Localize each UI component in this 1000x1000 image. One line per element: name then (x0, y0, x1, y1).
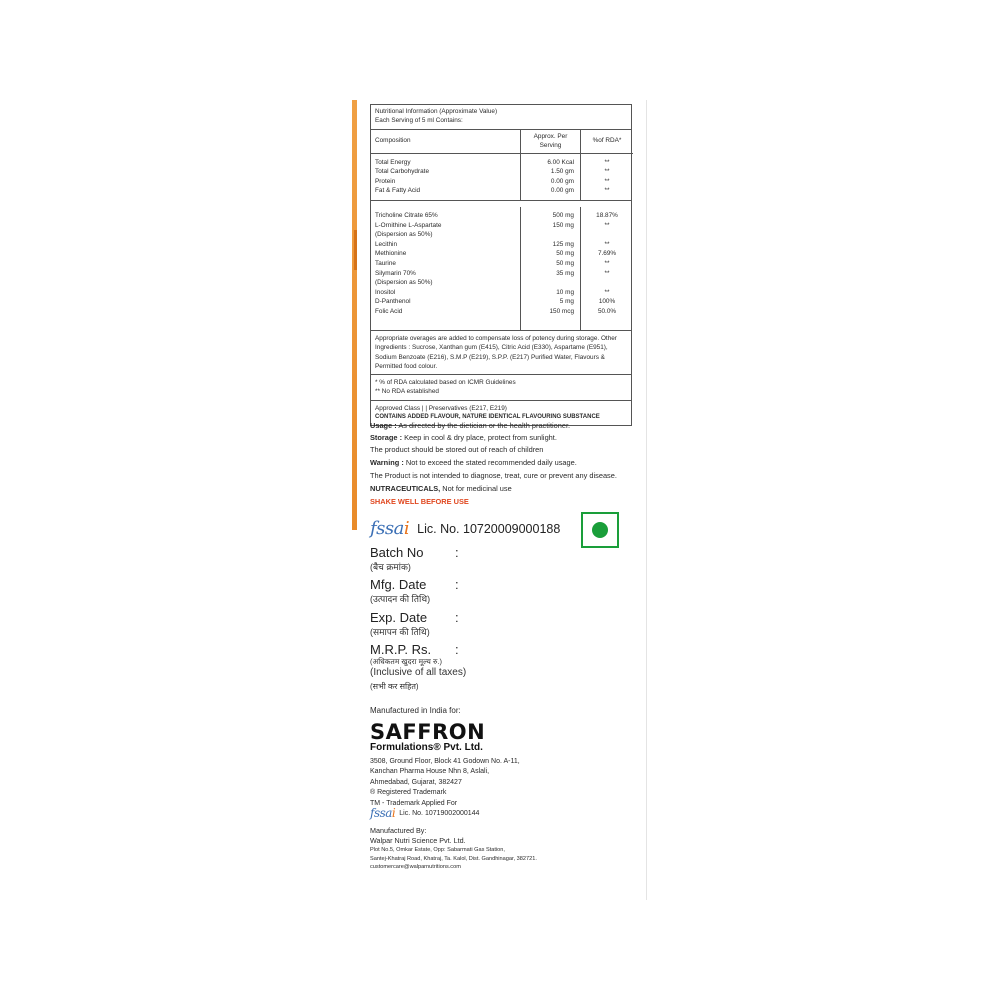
nutrient-name: Total Carbohydrate (375, 168, 429, 176)
fssai-license-row (370, 518, 560, 539)
exp-label-hindi: (समापन की तिथि) (370, 627, 430, 637)
nutrient-name: (Dispersion as 50%) (375, 279, 433, 287)
warning-label: Warning : (370, 458, 404, 467)
fssai-license-number: Lic. No. 10720009000188 (417, 521, 561, 536)
rda-footnote-2: ** No RDA established (375, 388, 439, 396)
mrp-label-hindi: (अधिकतम खुदरा मूल्य रु.) (370, 657, 443, 666)
nutrient-rda (585, 230, 629, 240)
nutrition-table (370, 104, 632, 426)
nutrient-name: D-Panthenol (375, 298, 411, 306)
exp-label: Exp. Date (370, 610, 428, 625)
storage-line-2: The product should be stored out of reach of children (370, 445, 544, 454)
nutraceutical-label: NUTRACEUTICALS, (370, 484, 441, 493)
nutrient-value: 150 mg (552, 221, 574, 229)
address-line: Ahmedabad, Gujarat, 382427 (370, 778, 462, 786)
nutrient-name: Taurine (375, 259, 396, 267)
nutraceutical-text: Not for medicinal use (440, 484, 512, 493)
brand-company-name: Formulations® Pvt. Ltd. (370, 742, 483, 753)
customer-care-email: customercare@walparnutritions.com (370, 864, 461, 871)
col-rda: %of RDA* (581, 130, 633, 154)
nutrition-title: Nutritional Information (Approximate Value) (375, 108, 498, 115)
manufacturer-block (370, 826, 537, 872)
storage-text: Keep in cool & dry place, protect from sunlight. (402, 433, 557, 442)
trademark-applied: TM - Trademark Applied For (370, 799, 458, 807)
nutrition-header (371, 105, 631, 130)
nutrient-rda: ** (604, 288, 610, 296)
brand-logo-saffron: SAFFRON (370, 720, 486, 744)
inclusive-taxes: (Inclusive of all taxes) (370, 667, 467, 678)
overages-note: Appropriate overages are added to compensate loss of potency during storage. Other Ingredients : Sucrose, Xanthan gum (E415), Citric Acid (E330), Aspartame (E951), Sodium Benzoate (E216), S.M.P (E219), S.P.P. (E217) Purified Water, Flavours & Permitted food colour. (371, 331, 631, 375)
rda-footnotes (371, 375, 631, 401)
nutrient-value: 0.00 gm (550, 187, 574, 195)
marketer-address (370, 757, 520, 809)
nutrient-rda: ** (604, 221, 610, 229)
mfg-label-hindi: (उत्पादन की तिथि) (370, 594, 431, 604)
nutrition-section-energy (371, 154, 631, 201)
marketer-license-number: Lic. No. 10719002000144 (399, 809, 480, 817)
address-line: Kanchan Pharma House Nhn 8, Aslali, (370, 768, 490, 776)
nutrient-rda: ** (604, 259, 610, 267)
usage-label: Usage : (370, 421, 397, 430)
nutrient-value: 0.00 gm (550, 177, 574, 185)
nutrient-name: Fat & Fatty Acid (375, 187, 421, 195)
nutrient-rda: ** (604, 269, 610, 277)
nutrient-name: Silymarin 70% (375, 269, 416, 277)
fssai-logo-small: fssai (370, 806, 396, 820)
nutrient-name: Tricholine Citrate 65% (375, 211, 438, 219)
nutrient-rda (585, 278, 629, 288)
fssai-logo: fssai (370, 518, 410, 539)
nutrient-rda: 7.69% (597, 250, 617, 258)
nutrient-rda: ** (604, 168, 610, 176)
veg-symbol-icon (581, 512, 619, 548)
nutrient-rda: ** (604, 177, 610, 185)
nutrition-column-headers (371, 130, 631, 154)
nutrient-rda: 18.87% (596, 211, 618, 219)
nutrient-rda: 100% (598, 298, 616, 306)
shake-warning: SHAKE WELL BEFORE USE (370, 497, 469, 506)
nutrient-rda: ** (604, 187, 610, 195)
flavour-note: CONTAINS ADDED FLAVOUR, NATURE IDENTICAL FLAVOURING SUBSTANCE (375, 414, 600, 421)
nutrient-name: Inositol (375, 288, 396, 296)
manufacturer-name: Walpar Nutri Science Pvt. Ltd. (370, 836, 466, 845)
nutrient-value: 150 mcg (549, 307, 574, 315)
address-line: 3508, Ground Floor, Block 41 Godown No. A-11, (370, 758, 520, 765)
nutrient-name: (Dispersion as 50%) (375, 231, 433, 239)
nutrient-rda: 50.0% (597, 307, 617, 315)
nutrient-value: 35 mg (556, 269, 574, 277)
exp-field (370, 610, 430, 638)
warning-line (370, 457, 577, 469)
nutrition-serving: Each Serving of 5 ml Contains: (375, 117, 463, 125)
nutrient-name: Folic Acid (375, 307, 403, 315)
mfg-colon: : (455, 577, 459, 592)
nutrient-name: L-Ornithine L-Aspartate (375, 221, 442, 229)
warning-text: Not to exceed the stated recommended daily usage. (403, 458, 577, 467)
nutrient-rda: ** (604, 240, 610, 248)
nutrient-name: Protein (375, 177, 396, 185)
storage-line (370, 432, 557, 444)
nutrient-value: 6.00 Kcal (547, 158, 574, 166)
batch-label-hindi: (बैच क्रमांक) (370, 562, 411, 572)
batch-label: Batch No (370, 545, 424, 560)
manufacturer-address-line: Plot No.5, Omkar Estate, Opp: Sabarmati Gas Station, (370, 847, 505, 853)
nutrient-rda: ** (604, 158, 610, 166)
inclusive-taxes-hindi: (सभी कर सहित) (370, 682, 419, 691)
nutrient-value: 5 mg (559, 298, 574, 306)
marketer-fssai-row (370, 806, 479, 820)
nutrient-value: 10 mg (556, 288, 574, 296)
usage-text: As directed by the dietician or the health practitioner. (396, 421, 571, 430)
manufactured-by-label: Manufactured By: (370, 826, 427, 835)
nutrient-value: 50 mg (556, 259, 574, 267)
nutraceutical-line (370, 483, 512, 495)
mrp-colon: : (455, 642, 459, 657)
nutrient-name: Total Energy (375, 158, 411, 166)
disclaimer-line: The Product is not intended to diagnose, treat, cure or prevent any disease. (370, 471, 617, 480)
nutrition-section-actives (371, 201, 631, 331)
batch-field (370, 545, 423, 573)
nutrient-value: 1.50 gm (550, 168, 574, 176)
registered-trademark: ® Registered Trademark (370, 789, 447, 797)
exp-colon: : (455, 610, 459, 625)
nutrient-value: 50 mg (556, 250, 574, 258)
batch-colon: : (455, 545, 459, 560)
rda-footnote-1: * % of RDA calculated based on ICMR Guidelines (375, 379, 516, 387)
nutrient-value: 500 mg (552, 211, 574, 219)
mrp-field (370, 642, 466, 692)
nutrient-value: 125 mg (552, 240, 574, 248)
storage-label: Storage : (370, 433, 403, 442)
nutrient-value (525, 278, 576, 288)
col-composition: Composition (371, 130, 521, 154)
mfg-label: Mfg. Date (370, 577, 427, 592)
usage-line (370, 420, 570, 432)
manufactured-for-label: Manufactured in India for: (370, 706, 461, 715)
nutrient-name: Methionine (375, 250, 407, 258)
mrp-label: M.R.P. Rs. (370, 642, 432, 657)
nutrient-value (525, 230, 576, 240)
mfg-field (370, 577, 430, 605)
nutrient-name: Lecithin (375, 240, 398, 248)
approved-class: Approved Class | | Preservatives (E217, E219) (375, 404, 507, 412)
col-approx: Approx. Per Serving (521, 130, 581, 154)
manufacturer-address-line: Santej-Khatraj Road, Khatraj, Ta. Kalol, Dist. Gandhinagar, 382721. (370, 855, 537, 862)
